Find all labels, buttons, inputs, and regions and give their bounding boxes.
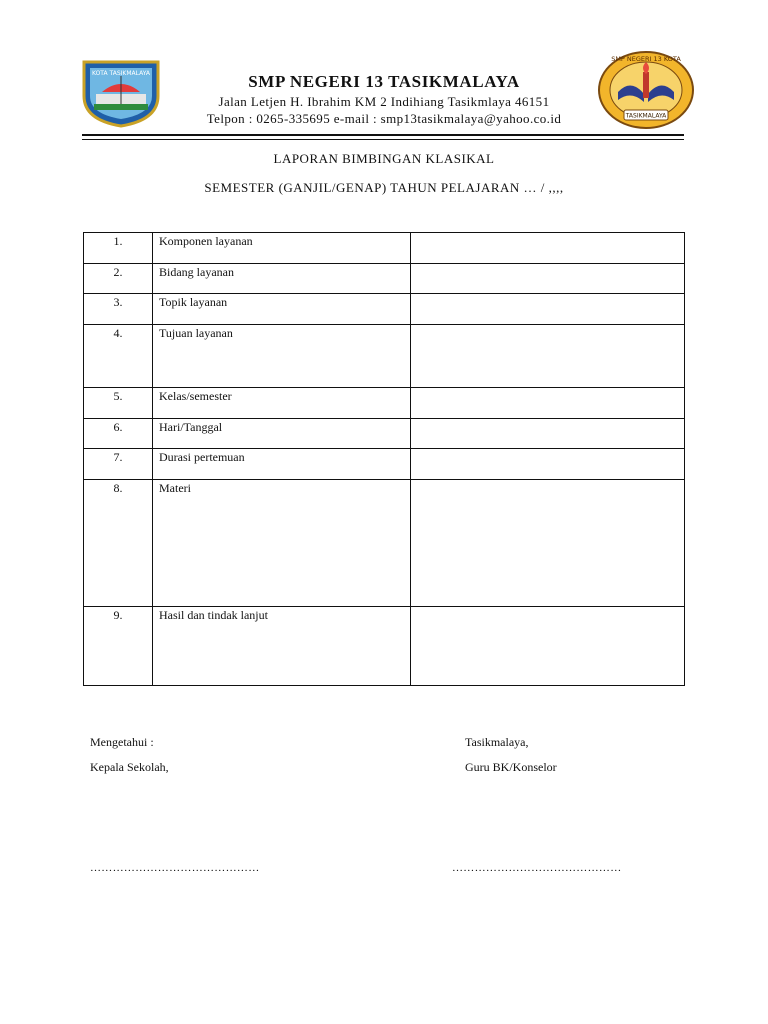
table-row [84,419,685,449]
row-value-field[interactable] [411,480,685,607]
table-row [84,233,685,264]
school-emblem-bottom-text: TASIKMALAYA [625,112,667,120]
approval-label: Mengetahui : [90,735,154,749]
header-rule-thin [82,139,684,140]
row-number: 1. [84,233,153,264]
row-value-field[interactable] [411,607,685,686]
row-value-field[interactable] [411,264,685,294]
row-number: 5. [84,388,153,419]
header-rule-thick [82,134,684,136]
row-value-field[interactable] [411,449,685,480]
row-value-field[interactable] [411,325,685,388]
row-label: Hari/Tanggal [153,419,411,449]
row-number: 3. [84,294,153,325]
table-row [84,264,685,294]
row-value-field[interactable] [411,233,685,264]
school-name: SMP NEGERI 13 TASIKMALAYA [248,72,520,91]
place-date-label: Tasikmalaya, [465,735,529,749]
table-row [84,607,685,686]
table-row [84,388,685,419]
row-number: 6. [84,419,153,449]
row-label: Topik layanan [153,294,411,325]
counselor-signature-line: ……………………………………… [452,862,622,874]
table-row [84,294,685,325]
row-label: Materi [153,480,411,607]
counselor-title: Guru BK/Konselor [465,760,557,774]
row-label: Hasil dan tindak lanjut [153,607,411,686]
table-row [84,325,685,388]
row-label: Durasi pertemuan [153,449,411,480]
row-value-field[interactable] [411,294,685,325]
row-number: 9. [84,607,153,686]
principal-title: Kepala Sekolah, [90,760,169,774]
row-label: Komponen layanan [153,233,411,264]
school-address: Jalan Letjen H. Ibrahim KM 2 Indihiang Tasikmlaya 46151 [218,94,550,109]
city-emblem-text: KOTA TASIKMALAYA [91,70,151,77]
table-row [84,449,685,480]
row-label: Kelas/semester [153,388,411,419]
document-title: LAPORAN BIMBINGAN KLASIKAL [273,151,495,166]
row-label: Tujuan layanan [153,325,411,388]
table-row [84,480,685,607]
report-form-table [83,232,685,686]
school-emblem-top-text: SMP NEGERI 13 KOTA [611,55,681,63]
row-number: 2. [84,264,153,294]
document-subtitle: SEMESTER (GANJIL/GENAP) TAHUN PELAJARAN … / ,,,, [204,180,564,195]
row-value-field[interactable] [411,388,685,419]
row-value-field[interactable] [411,419,685,449]
row-label: Bidang layanan [153,264,411,294]
principal-signature-line: ……………………………………… [90,862,260,874]
row-number: 4. [84,325,153,388]
school-contact: Telpon : 0265-335695 e-mail : smp13tasikmalaya@yahoo.co.id [206,111,562,126]
row-number: 8. [84,480,153,607]
row-number: 7. [84,449,153,480]
